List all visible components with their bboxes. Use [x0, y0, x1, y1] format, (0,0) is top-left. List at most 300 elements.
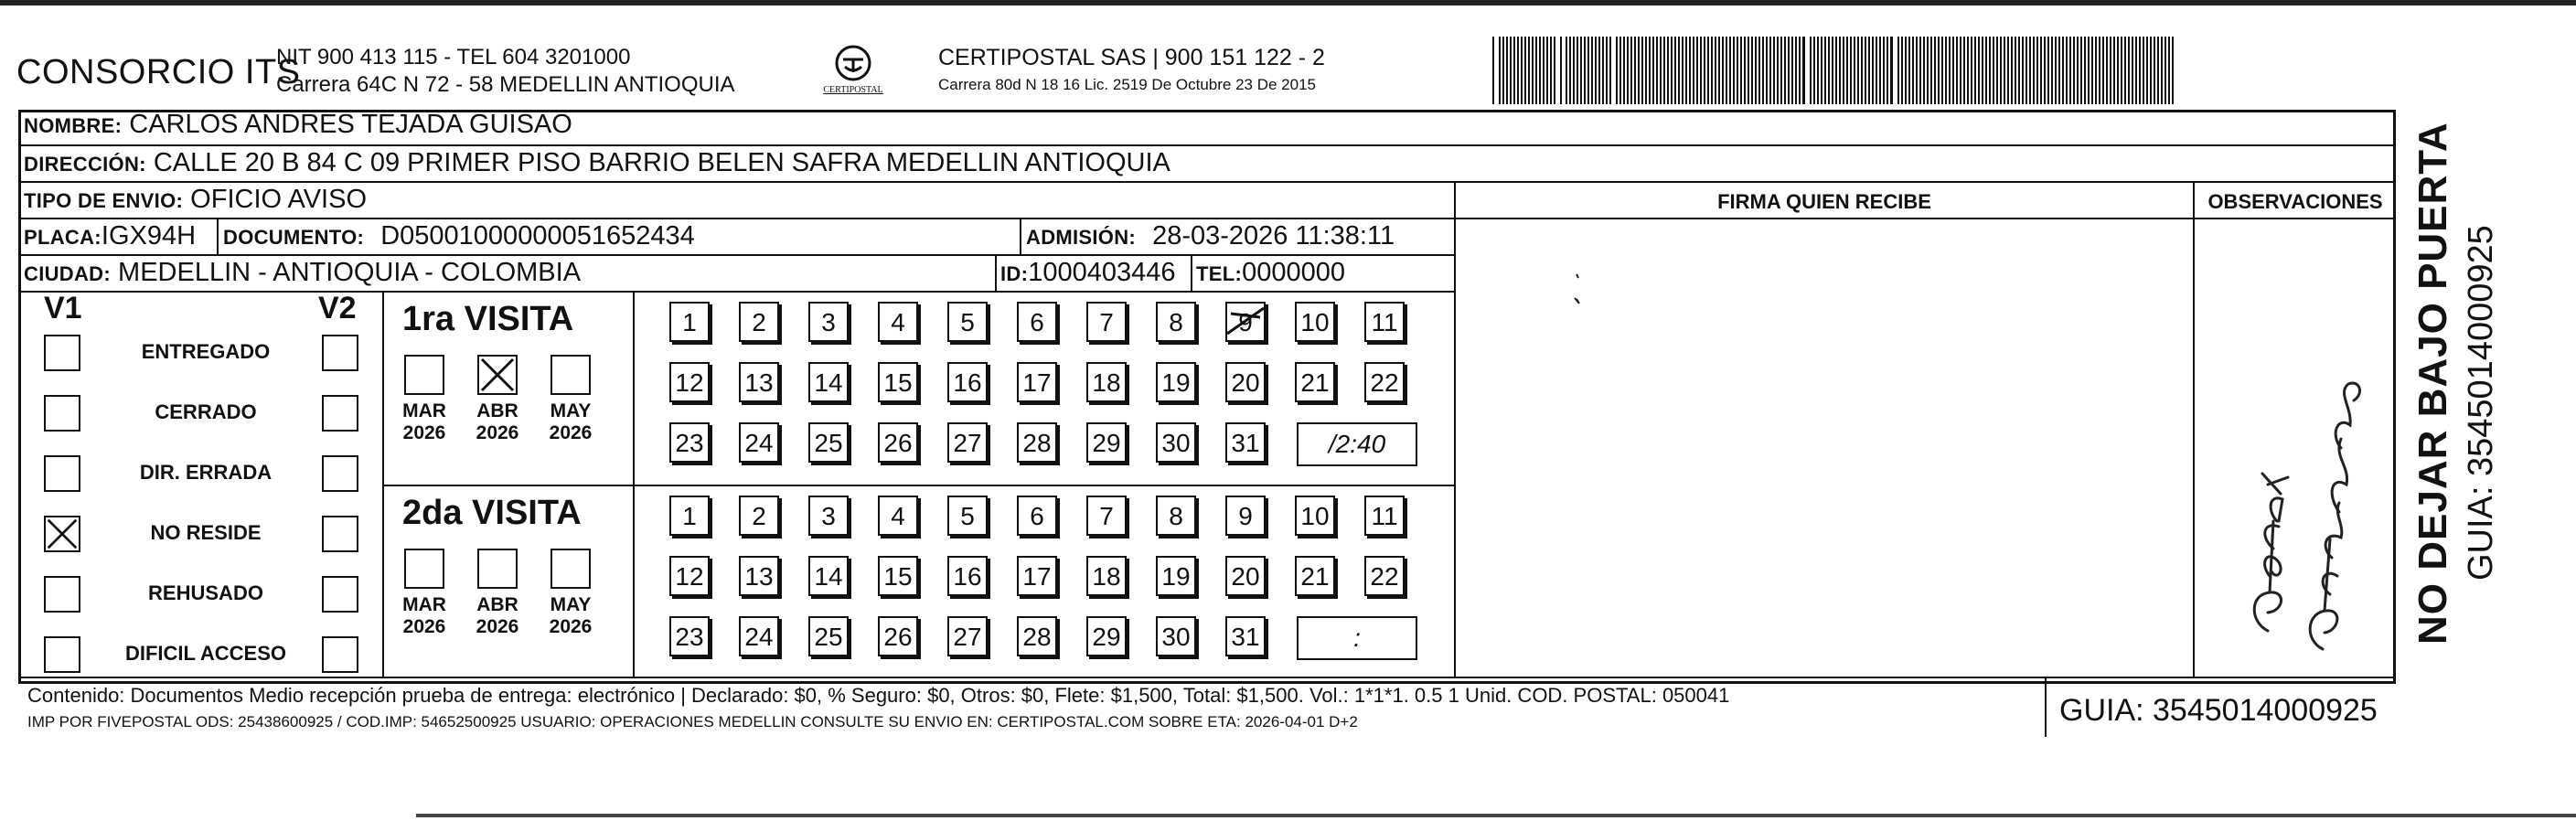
direccion-value: CALLE 20 B 84 C 09 PRIMER PISO BARRIO BELEN SAFRA MEDELLIN ANTIOQUIA: [153, 148, 1170, 177]
barcode-bar: [1887, 37, 1888, 104]
v1-checkbox[interactable]: [44, 636, 80, 673]
barcode-bar: [1722, 37, 1724, 104]
side-warning: NO DEJAR BAJO PUERTA: [2410, 122, 2455, 645]
visit2-day-11[interactable]: 11: [1364, 496, 1405, 536]
barcode-bar: [1960, 37, 1961, 104]
barcode-bar: [1638, 37, 1640, 104]
barcode-bar: [1517, 37, 1519, 104]
visit2-month-label: ABR 2026: [476, 594, 519, 637]
barcode-bar: [1890, 37, 1893, 104]
barcode-bar: [1696, 37, 1698, 104]
barcode-bar: [1762, 37, 1764, 104]
visit2-day-21[interactable]: 21: [1295, 556, 1335, 596]
barcode-bar: [2135, 37, 2137, 104]
barcode-bar: [2110, 37, 2111, 104]
id-label: ID:: [1000, 262, 1029, 285]
visit1-day-11[interactable]: 11: [1364, 302, 1405, 342]
barcode-bar: [1704, 37, 1705, 104]
divider: [18, 181, 2396, 183]
barcode-bar: [1521, 37, 1523, 104]
v2-checkbox[interactable]: [322, 576, 358, 613]
barcode-bar: [1630, 37, 1632, 104]
company-info: [276, 44, 735, 99]
v1-checkbox[interactable]: [44, 335, 80, 371]
barcode-bar: [1700, 37, 1702, 104]
barcode-bar: [2172, 37, 2174, 104]
v1-header: V1: [44, 291, 82, 325]
barcode-bar: [2102, 37, 2104, 104]
v1-checkbox[interactable]: [44, 455, 80, 492]
barcode-bar: [2143, 37, 2144, 104]
divider: [1020, 218, 1021, 254]
barcode-bar: [1857, 37, 1859, 104]
barcode-bar: [2036, 37, 2038, 104]
ciudad-label: CIUDAD:: [24, 262, 111, 285]
barcode-bar: [1868, 37, 1870, 104]
id-value: 1000403446: [1028, 258, 1176, 287]
barcode-bar: [2146, 37, 2148, 104]
tipo-envio-row: [24, 185, 367, 215]
barcode-bar: [1872, 37, 1874, 104]
barcode-bar: [1678, 37, 1680, 104]
barcode-bar: [1685, 37, 1687, 104]
v1-checkbox[interactable]: [44, 576, 80, 613]
barcode-bar: [1854, 37, 1855, 104]
barcode-bar: [2047, 37, 2049, 104]
divider: [18, 218, 2396, 219]
tel-value: 0000000: [1242, 258, 1345, 287]
nombre-row: [24, 110, 572, 140]
visit2-month-checkbox[interactable]: [550, 549, 591, 589]
barcode-bar: [1865, 37, 1866, 104]
barcode-bar: [1938, 37, 1940, 104]
barcode-bar: [1828, 37, 1830, 104]
visit1-time-box[interactable]: /2:40: [1297, 422, 1417, 466]
barcode-bar: [1941, 37, 1943, 104]
direccion-row: [24, 148, 1170, 178]
barcode-bar: [1539, 37, 1541, 104]
divider: [995, 254, 997, 291]
company-name: CONSORCIO ITS: [16, 53, 301, 91]
barcode-bar: [1740, 37, 1742, 104]
barcode-bar: [2084, 37, 2086, 104]
barcode-bar: [1660, 37, 1662, 104]
barcode-bar: [1832, 37, 1833, 104]
barcode-bar: [2128, 37, 2130, 104]
barcode-bar: [1573, 37, 1575, 104]
v2-checkbox[interactable]: [322, 335, 358, 371]
visit2-day-6[interactable]: 6: [1017, 496, 1057, 536]
barcode-bar: [1715, 37, 1716, 104]
barcode-bar: [1609, 37, 1611, 104]
barcode-bar: [1799, 37, 1801, 104]
barcode-bar: [1901, 37, 1903, 104]
barcode-bar: [1663, 37, 1665, 104]
visit1-day-14[interactable]: 14: [808, 362, 849, 402]
visit2-day-27[interactable]: 27: [947, 616, 988, 656]
divider: [384, 485, 1454, 486]
visit2-day-9[interactable]: 9: [1225, 496, 1266, 536]
v2-checkbox[interactable]: [322, 395, 358, 432]
divider: [18, 291, 1454, 293]
visit1-day-25[interactable]: 25: [808, 422, 849, 463]
barcode-bar: [1916, 37, 1918, 104]
barcode-bar: [1883, 37, 1885, 104]
barcode-bar: [2040, 37, 2042, 104]
visit2-day-17[interactable]: 17: [1017, 556, 1057, 596]
visit1-day-21[interactable]: 21: [1295, 362, 1335, 402]
visit1-day-29[interactable]: 29: [1086, 422, 1127, 463]
barcode-bar: [1769, 37, 1771, 104]
placa-value: IGX94H: [101, 221, 197, 251]
barcode-bar: [1788, 37, 1790, 104]
visit1-day-10[interactable]: 10: [1295, 302, 1335, 342]
barcode-bar: [1667, 37, 1669, 104]
visit1-month-checkbox[interactable]: [477, 355, 518, 395]
v2-checkbox[interactable]: [322, 455, 358, 492]
barcode-bar: [1773, 37, 1775, 104]
divider: [1191, 254, 1192, 291]
visit2-day-26[interactable]: 26: [878, 616, 918, 656]
visit2-day-18[interactable]: 18: [1086, 556, 1127, 596]
barcode-bar: [1649, 37, 1651, 104]
barcode-bar: [1671, 37, 1673, 104]
tel-field: [1196, 258, 1345, 288]
barcode-bar: [1839, 37, 1841, 104]
visit2-day-13[interactable]: 13: [739, 556, 779, 596]
top-border: [0, 0, 2576, 5]
barcode-bar: [2055, 37, 2057, 104]
barcode-bar: [1934, 37, 1936, 104]
visit2-day-22[interactable]: 22: [1364, 556, 1405, 596]
admision-value: 28-03-2026 11:38:11: [1152, 221, 1395, 251]
barcode-bar: [2029, 37, 2031, 104]
barcode-bar: [1499, 37, 1501, 104]
divider: [2045, 677, 2047, 737]
barcode-bar: [1956, 37, 1958, 104]
documento-label: DOCUMENTO:: [223, 226, 365, 249]
visit2-month-checkbox[interactable]: [477, 549, 518, 589]
barcode-bar: [1927, 37, 1929, 104]
visit2-day-4[interactable]: 4: [878, 496, 918, 536]
visit1-day-15[interactable]: 15: [878, 362, 918, 402]
v1-checkbox[interactable]: [44, 395, 80, 432]
barcode-bar: [2117, 37, 2119, 104]
barcode-bar: [2161, 37, 2163, 104]
visit1-month-checkbox[interactable]: [550, 355, 591, 395]
status-label: ENTREGADO: [141, 340, 271, 363]
documento-field: [223, 221, 695, 251]
barcode-bar: [1682, 37, 1683, 104]
footer-print-info: IMP POR FIVEPOSTAL ODS: 25438600925 / COD.IMP: 54652500925 USUARIO: OPERACIONES MEDELLIN CONSULTE SU ENVIO EN: CERTIPOSTAL.COM SOBRE ETA: 2026-04-01 D+2: [27, 713, 1358, 730]
visit1-day-17[interactable]: 17: [1017, 362, 1057, 402]
divider: [18, 144, 2396, 146]
barcode-bar: [1733, 37, 1735, 104]
visit2-day-14[interactable]: 14: [808, 556, 849, 596]
barcode-bar: [2077, 37, 2079, 104]
visit2-day-24[interactable]: 24: [739, 616, 779, 656]
visit1-month-checkbox[interactable]: [404, 355, 444, 395]
barcode-bar: [1817, 37, 1819, 104]
barcode-bar: [1711, 37, 1713, 104]
barcode-bar: [1510, 37, 1512, 104]
visit2-day-3[interactable]: 3: [808, 496, 849, 536]
visit1-day-30[interactable]: 30: [1156, 422, 1196, 463]
barcode-bar: [1602, 37, 1604, 104]
barcode-bar: [1550, 37, 1552, 104]
barcode-bar: [1971, 37, 1972, 104]
barcode-bar: [2015, 37, 2016, 104]
visit2-day-1[interactable]: 1: [669, 496, 710, 536]
barcode-bar: [2168, 37, 2170, 104]
barcode-bar: [1546, 37, 1548, 104]
logo-wordmark: CERTIPOSTAL: [823, 85, 883, 95]
documento-value: D05001000000051652434: [380, 221, 695, 251]
visit2-month-label: MAY 2026: [549, 594, 593, 637]
visit1-day-4[interactable]: 4: [878, 302, 918, 342]
barcode-bar: [1996, 37, 1998, 104]
barcode-bar: [1566, 37, 1567, 104]
visit1-day-12[interactable]: 12: [669, 362, 710, 402]
barcode-bar: [1791, 37, 1793, 104]
status-label: CERRADO: [155, 400, 257, 423]
barcode-bar: [1912, 37, 1914, 104]
address-line: Carrera 64C N 72 - 58 MEDELLIN ANTIOQUIA: [276, 72, 735, 97]
visit2-day-10[interactable]: 10: [1295, 496, 1335, 536]
barcode-bar: [2124, 37, 2126, 104]
barcode-bar: [1744, 37, 1746, 104]
visit1-day-13[interactable]: 13: [739, 362, 779, 402]
barcode-bar: [2018, 37, 2020, 104]
signature-marks: [1564, 265, 1600, 311]
visit1-day-7[interactable]: 7: [1086, 302, 1127, 342]
barcode-bar: [1641, 37, 1643, 104]
barcode-bar: [1993, 37, 1994, 104]
barcode-bar: [1945, 37, 1947, 104]
barcode-bar: [1560, 37, 1562, 104]
barcode-bar: [2157, 37, 2159, 104]
barcode-bar: [1627, 37, 1629, 104]
visit1-day-20[interactable]: 20: [1225, 362, 1266, 402]
barcode-bar: [1718, 37, 1720, 104]
barcode-bar: [1982, 37, 1983, 104]
visit1-day-5[interactable]: 5: [947, 302, 988, 342]
barcode-bar: [1989, 37, 1991, 104]
v2-header: V2: [318, 291, 357, 325]
v2-checkbox[interactable]: [322, 516, 358, 552]
handwritten-observation: [2231, 247, 2378, 667]
bottom-border: [416, 814, 2576, 817]
visit1-day-31[interactable]: 31: [1225, 422, 1266, 463]
visit1-day-3[interactable]: 3: [808, 302, 849, 342]
tipo-envio-label: TIPO DE ENVIO:: [24, 189, 184, 212]
barcode-bar: [2000, 37, 2002, 104]
barcode-bar: [1919, 37, 1921, 104]
visit2-day-20[interactable]: 20: [1225, 556, 1266, 596]
visit1-day-16[interactable]: 16: [947, 362, 988, 402]
visit2-day-29[interactable]: 29: [1086, 616, 1127, 656]
barcode-bar: [1835, 37, 1837, 104]
v1-checkbox[interactable]: [44, 516, 80, 552]
visit2-day-7[interactable]: 7: [1086, 496, 1127, 536]
barcode-bar: [1554, 37, 1555, 104]
barcode-bar: [1923, 37, 1925, 104]
status-label: DIFICIL ACCESO: [124, 642, 286, 665]
ciudad-field: [24, 258, 581, 288]
admision-field: [1026, 221, 1395, 251]
barcode-bar: [1897, 37, 1899, 104]
barcode-bar: [1492, 37, 1494, 104]
barcode-bar: [1748, 37, 1749, 104]
barcode-bar: [1595, 37, 1597, 104]
visit1-day-6[interactable]: 6: [1017, 302, 1057, 342]
visit1-day-18[interactable]: 18: [1086, 362, 1127, 402]
barcode-bar: [1824, 37, 1826, 104]
barcode-bar: [2132, 37, 2133, 104]
visit1-day-23[interactable]: 23: [669, 422, 710, 463]
nit-line: NIT 900 413 115 - TEL 604 3201000: [276, 45, 631, 69]
barcode-bar: [1949, 37, 1951, 104]
barcode-bar: [1879, 37, 1881, 104]
visit1-month-label: ABR 2026: [476, 400, 519, 443]
visit1-day-28[interactable]: 28: [1017, 422, 1057, 463]
certipostal-info: [938, 44, 1325, 99]
side-guia: GUIA: 3545014000925: [2462, 225, 2500, 581]
visit1-day-27[interactable]: 27: [947, 422, 988, 463]
barcode-bar: [1524, 37, 1526, 104]
barcode-bar: [1616, 37, 1618, 104]
barcode-bar: [1532, 37, 1534, 104]
barcode-bar: [2022, 37, 2024, 104]
barcode-bar: [1780, 37, 1782, 104]
barcode-bar: [1766, 37, 1768, 104]
barcode-bar: [1802, 37, 1805, 104]
barcode-bar: [1795, 37, 1797, 104]
visit2-day-16[interactable]: 16: [947, 556, 988, 596]
visit1-day-26[interactable]: 26: [878, 422, 918, 463]
placa-field: [24, 221, 196, 251]
id-field: [1000, 258, 1176, 288]
visit2-day-19[interactable]: 19: [1156, 556, 1196, 596]
visit1-day-22[interactable]: 22: [1364, 362, 1405, 402]
visit2-day-2[interactable]: 2: [739, 496, 779, 536]
barcode-bar: [1729, 37, 1731, 104]
ciudad-value: MEDELLIN - ANTIOQUIA - COLOMBIA: [118, 258, 582, 287]
barcode-bar: [1513, 37, 1515, 104]
divider: [217, 218, 219, 254]
footer-guia: GUIA: 3545014000925: [2059, 693, 2378, 728]
barcode-bar: [1737, 37, 1738, 104]
visit2-day-30[interactable]: 30: [1156, 616, 1196, 656]
barcode-bar: [2095, 37, 2097, 104]
barcode-bar: [2139, 37, 2141, 104]
barcode-bar: [1861, 37, 1863, 104]
status-label: REHUSADO: [148, 581, 263, 604]
visit2-day-8[interactable]: 8: [1156, 496, 1196, 536]
divider: [1454, 181, 1456, 677]
barcode-bar: [1623, 37, 1625, 104]
visit2-time-box[interactable]: :: [1297, 616, 1417, 660]
visit1-month-label: MAR 2026: [402, 400, 446, 443]
barcode-bar: [1619, 37, 1621, 104]
barcode-bar: [1876, 37, 1877, 104]
visit2-month-checkbox[interactable]: [404, 549, 444, 589]
barcode-bar: [1506, 37, 1508, 104]
barcode-bar: [1974, 37, 1976, 104]
visit1-day-1[interactable]: 1: [669, 302, 710, 342]
barcode-bar: [1591, 37, 1593, 104]
certipostal-logo: [812, 41, 894, 107]
visit2-day-12[interactable]: 12: [669, 556, 710, 596]
status-label: NO RESIDE: [150, 521, 262, 544]
barcode-bar: [1652, 37, 1654, 104]
visit1-day-8[interactable]: 8: [1156, 302, 1196, 342]
barcode-bar: [1963, 37, 1965, 104]
barcode-bar: [2033, 37, 2035, 104]
barcode-bar: [2150, 37, 2152, 104]
visit2-day-23[interactable]: 23: [669, 616, 710, 656]
visit1-day-2[interactable]: 2: [739, 302, 779, 342]
visit2-day-31[interactable]: 31: [1225, 616, 1266, 656]
barcode-bar: [2164, 37, 2166, 104]
barcode-bar: [1821, 37, 1822, 104]
v2-checkbox[interactable]: [322, 636, 358, 673]
observaciones-header: OBSERVACIONES: [2207, 190, 2383, 213]
barcode-bar: [2088, 37, 2090, 104]
barcode: [1492, 37, 2175, 104]
barcode-bar: [1656, 37, 1658, 104]
visit2-day-15[interactable]: 15: [878, 556, 918, 596]
visit1-day-9[interactable]: 9: [1225, 302, 1266, 342]
barcode-bar: [1689, 37, 1691, 104]
visit1-day-24[interactable]: 24: [739, 422, 779, 463]
barcode-bar: [1777, 37, 1779, 104]
barcode-bar: [2062, 37, 2064, 104]
barcode-bar: [2026, 37, 2027, 104]
barcode-bar: [1751, 37, 1753, 104]
visit2-day-25[interactable]: 25: [808, 616, 849, 656]
visit2-day-5[interactable]: 5: [947, 496, 988, 536]
barcode-bar: [2073, 37, 2075, 104]
barcode-bar: [1580, 37, 1582, 104]
barcode-bar: [1543, 37, 1545, 104]
divider: [633, 291, 635, 677]
visit2-day-28[interactable]: 28: [1017, 616, 1057, 656]
barcode-bar: [1674, 37, 1676, 104]
barcode-bar: [1784, 37, 1786, 104]
admision-label: ADMISIÓN:: [1026, 226, 1137, 249]
visit1-month-label: MAY 2026: [549, 400, 593, 443]
barcode-bar: [2106, 37, 2108, 104]
barcode-bar: [1755, 37, 1757, 104]
barcode-bar: [1843, 37, 1844, 104]
barcode-bar: [1952, 37, 1954, 104]
barcode-bar: [1978, 37, 1980, 104]
nombre-value: CARLOS ANDRES TEJADA GUISAO: [129, 110, 572, 139]
barcode-bar: [1606, 37, 1608, 104]
barcode-bar: [1693, 37, 1694, 104]
visit1-title: 1ra VISITA: [402, 300, 574, 338]
barcode-bar: [1813, 37, 1815, 104]
barcode-bar: [2154, 37, 2155, 104]
visit1-day-19[interactable]: 19: [1156, 362, 1196, 402]
barcode-bar: [1846, 37, 1848, 104]
barcode-bar: [1908, 37, 1910, 104]
barcode-bar: [2044, 37, 2046, 104]
barcode-bar: [2051, 37, 2053, 104]
visit2-title: 2da VISITA: [402, 494, 582, 532]
barcode-bar: [2058, 37, 2060, 104]
